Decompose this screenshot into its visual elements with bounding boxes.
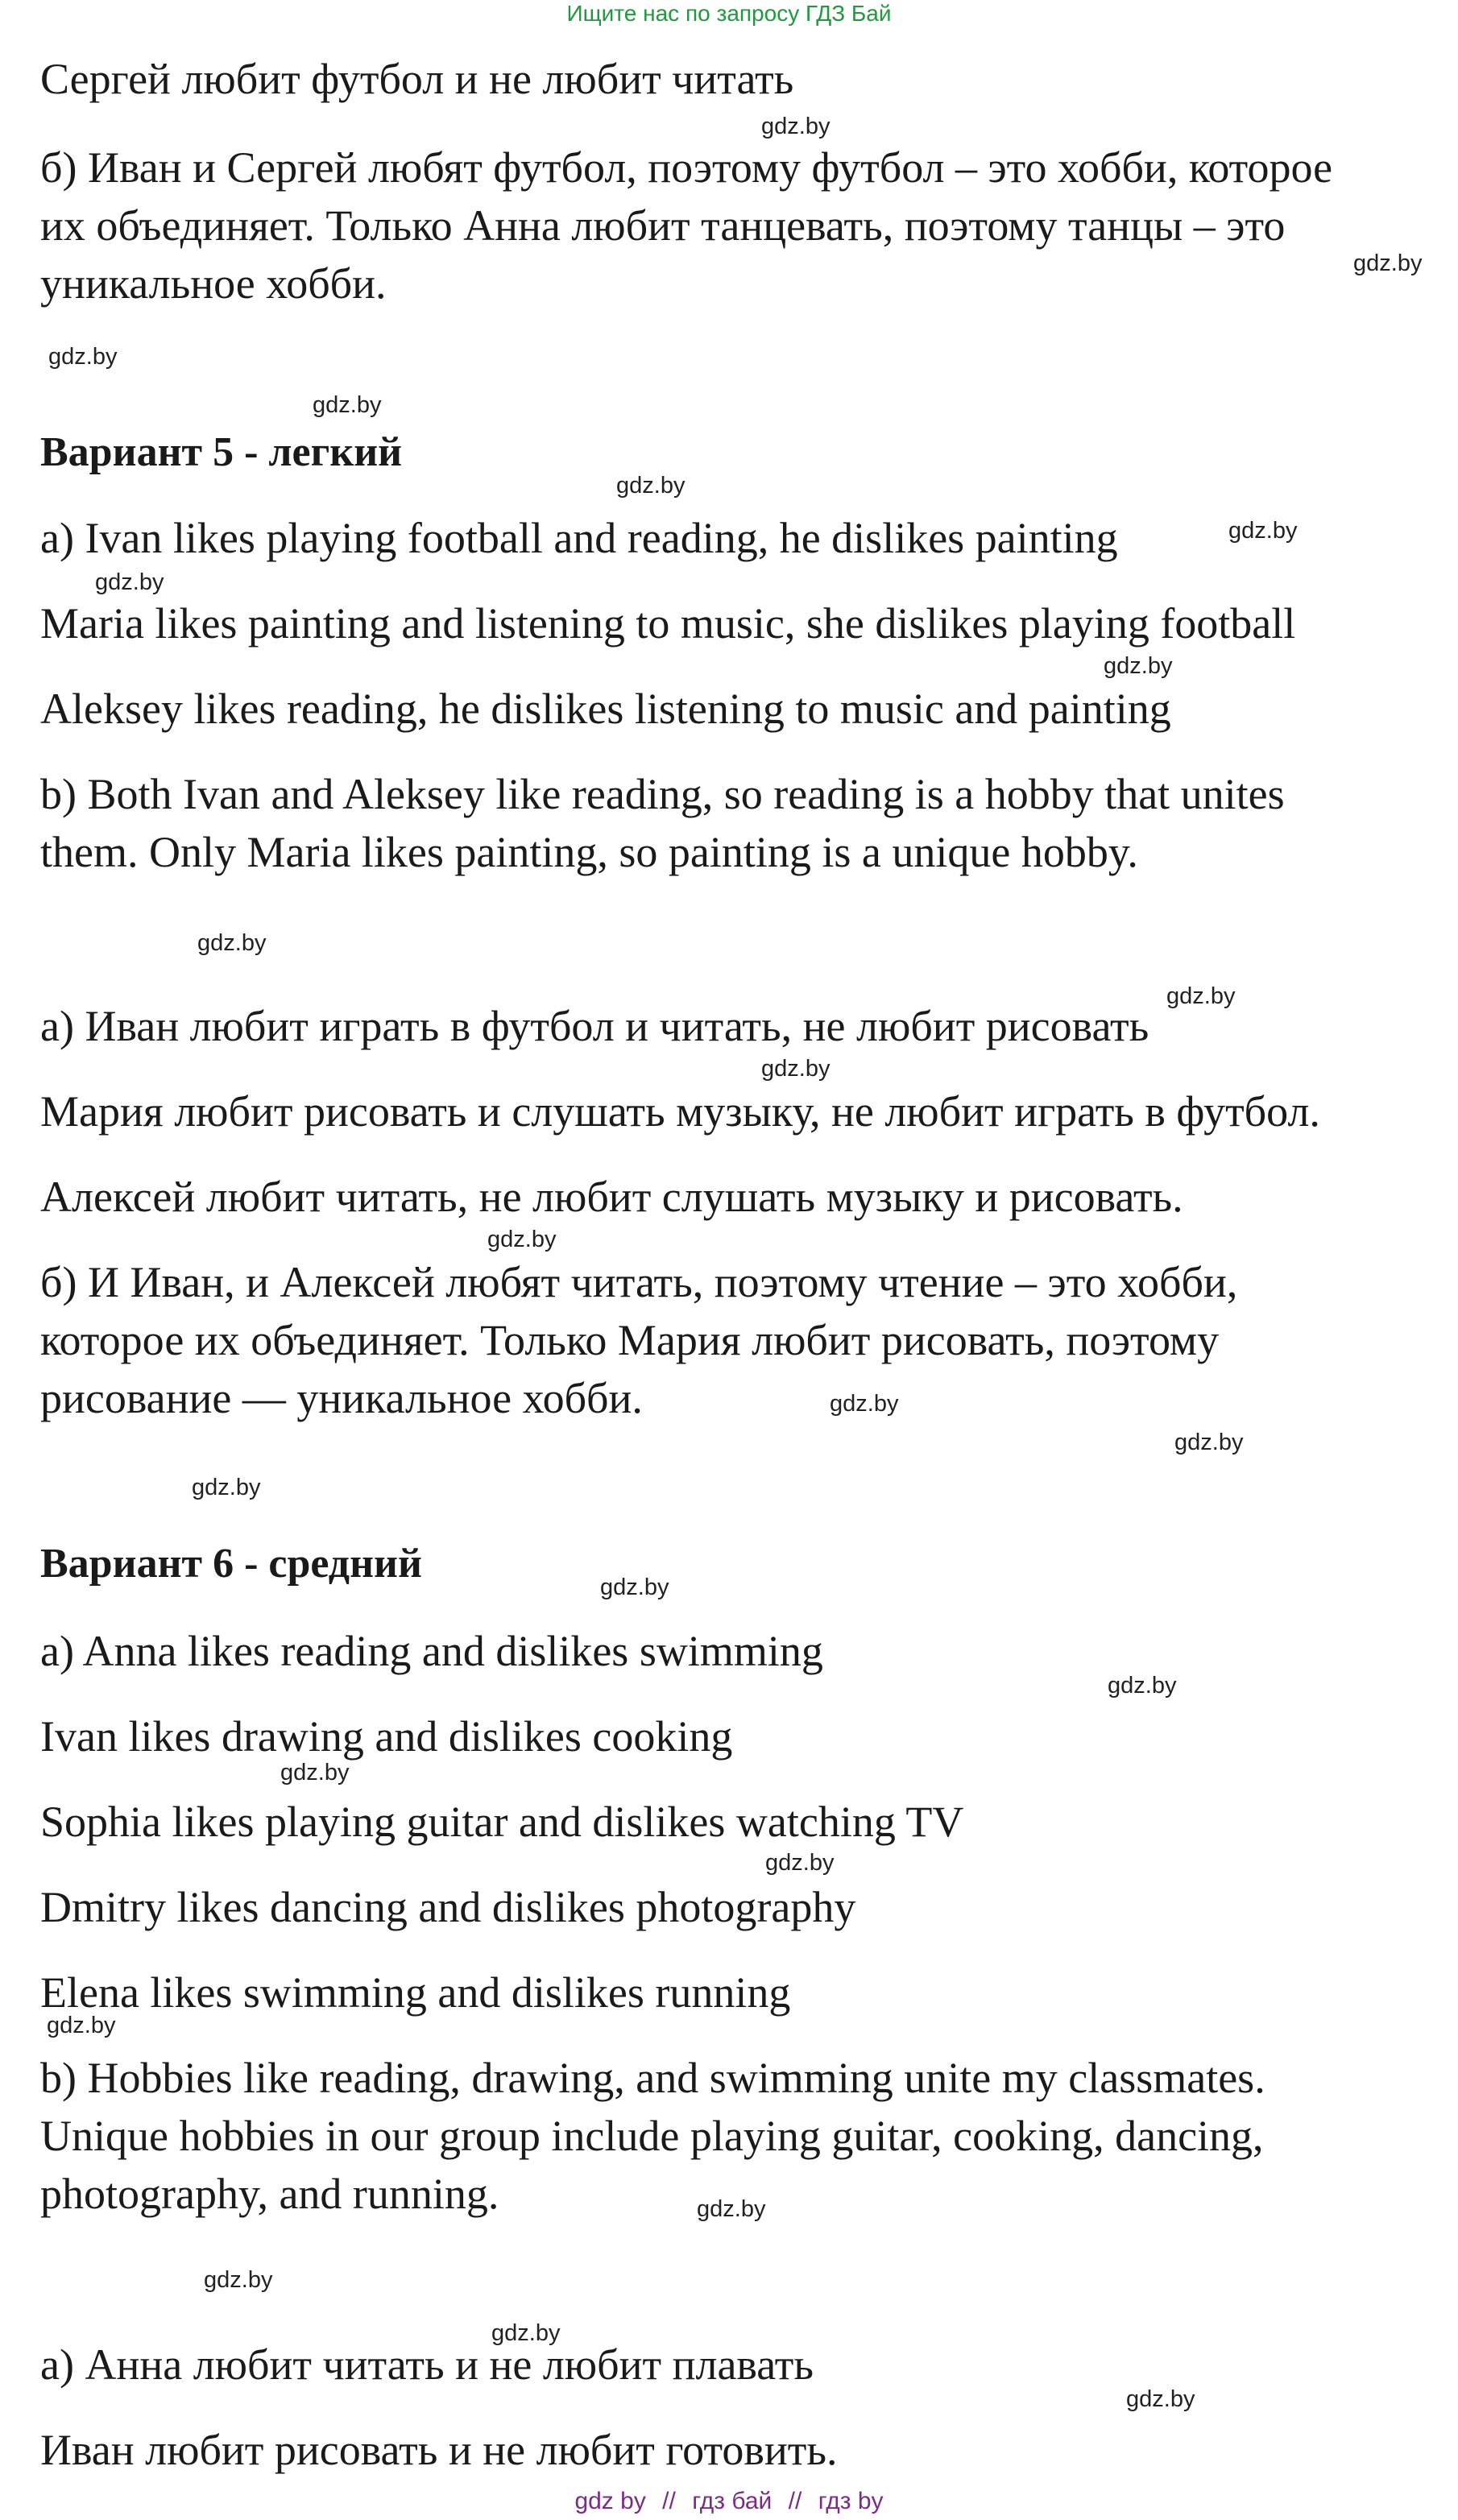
watermark: gdz.by — [48, 344, 118, 370]
watermark: gdz.by — [600, 1574, 669, 1600]
text-line: Sophia likes playing guitar and dislikes watching TV — [40, 1798, 964, 1846]
watermark: gdz.by — [47, 2013, 116, 2038]
watermark: gdz.by — [204, 2267, 273, 2293]
watermark: gdz.by — [1166, 983, 1236, 1009]
top-banner: Ищите нас по запросу ГДЗ Бай — [566, 1, 892, 26]
text-line: Dmitry likes dancing and dislikes photography — [40, 1883, 856, 1931]
text-line: а) Анна любит читать и не любит плавать — [40, 2340, 814, 2389]
watermark: gdz.by — [1104, 653, 1173, 679]
text-line: рисование — уникальное хобби. — [40, 1374, 643, 1422]
text-line: Мария любит рисовать и слушать музыку, не любит играть в футбол. — [40, 1087, 1320, 1136]
watermark: gdz.by — [487, 1227, 557, 1252]
watermark: gdz.by — [830, 1391, 899, 1417]
watermark: gdz.by — [1126, 2386, 1195, 2412]
text-line: photography, and running. — [40, 2170, 499, 2218]
text-line: Aleksey likes reading, he dislikes listening to music and painting — [40, 685, 1171, 733]
watermark: gdz.by — [761, 114, 830, 139]
text-line: a) Ivan likes playing football and reading, he dislikes painting — [40, 514, 1118, 562]
footer-links — [0, 2487, 1458, 2516]
watermark: gdz.by — [1228, 518, 1298, 544]
watermark: gdz.by — [280, 1760, 350, 1786]
text-line: Алексей любит читать, не любит слушать музыку и рисовать. — [40, 1173, 1183, 1221]
watermark: gdz.by — [192, 1475, 261, 1500]
footer-link-gdz-by-cyr[interactable]: гдз by — [818, 2488, 884, 2514]
watermark: gdz.by — [197, 930, 267, 956]
text-line: их объединяет. Только Анна любит танцевать, поэтому танцы – это — [40, 201, 1286, 250]
watermark: gdz.by — [1353, 250, 1423, 276]
watermark: gdz.by — [761, 1056, 830, 1082]
footer-separator: // — [788, 2488, 802, 2514]
text-line: Сергей любит футбол и не любит читать — [40, 55, 794, 103]
text-line: б) И Иван, и Алексей любят читать, поэтому чтение – это хобби, — [40, 1258, 1238, 1306]
watermark: gdz.by — [616, 473, 686, 499]
text-line: them. Only Maria likes painting, so painting is a unique hobby. — [40, 828, 1138, 876]
watermark: gdz.by — [1174, 1430, 1244, 1455]
text-line: а) Иван любит играть в футбол и читать, не любит рисовать — [40, 1002, 1149, 1050]
text-line: б) Иван и Сергей любят футбол, поэтому футбол – это хобби, которое — [40, 143, 1333, 192]
text-line: Maria likes painting and listening to music, she dislikes playing football — [40, 599, 1296, 648]
variant-heading: Вариант 6 - средний — [40, 1541, 422, 1587]
text-line: Unique hobbies in our group include playing guitar, cooking, dancing, — [40, 2112, 1264, 2160]
watermark: gdz.by — [491, 2320, 561, 2346]
text-line: b) Both Ivan and Aleksey like reading, so reading is a hobby that unites — [40, 770, 1285, 818]
watermark: gdz.by — [313, 392, 382, 418]
watermark: gdz.by — [1108, 1673, 1177, 1699]
watermark: gdz.by — [697, 2196, 766, 2222]
watermark: gdz.by — [95, 569, 164, 595]
footer-link-gdz-bai[interactable]: гдз бай — [692, 2488, 772, 2514]
text-line: a) Anna likes reading and dislikes swimming — [40, 1627, 823, 1675]
variant-heading: Вариант 5 - легкий — [40, 429, 403, 475]
text-line: b) Hobbies like reading, drawing, and swimming unite my classmates. — [40, 2054, 1265, 2102]
footer-separator: // — [662, 2488, 676, 2514]
text-line: уникальное хобби. — [40, 259, 387, 308]
watermark: gdz.by — [765, 1850, 835, 1876]
footer-link-gdz-by[interactable]: gdz by — [574, 2488, 646, 2514]
text-line: Elena likes swimming and dislikes running — [40, 1968, 791, 2017]
text-line: Ivan likes drawing and dislikes cooking — [40, 1712, 733, 1761]
text-line: Иван любит рисовать и не любит готовить. — [40, 2426, 838, 2474]
text-line: которое их объединяет. Только Мария любит рисовать, поэтому — [40, 1316, 1220, 1364]
